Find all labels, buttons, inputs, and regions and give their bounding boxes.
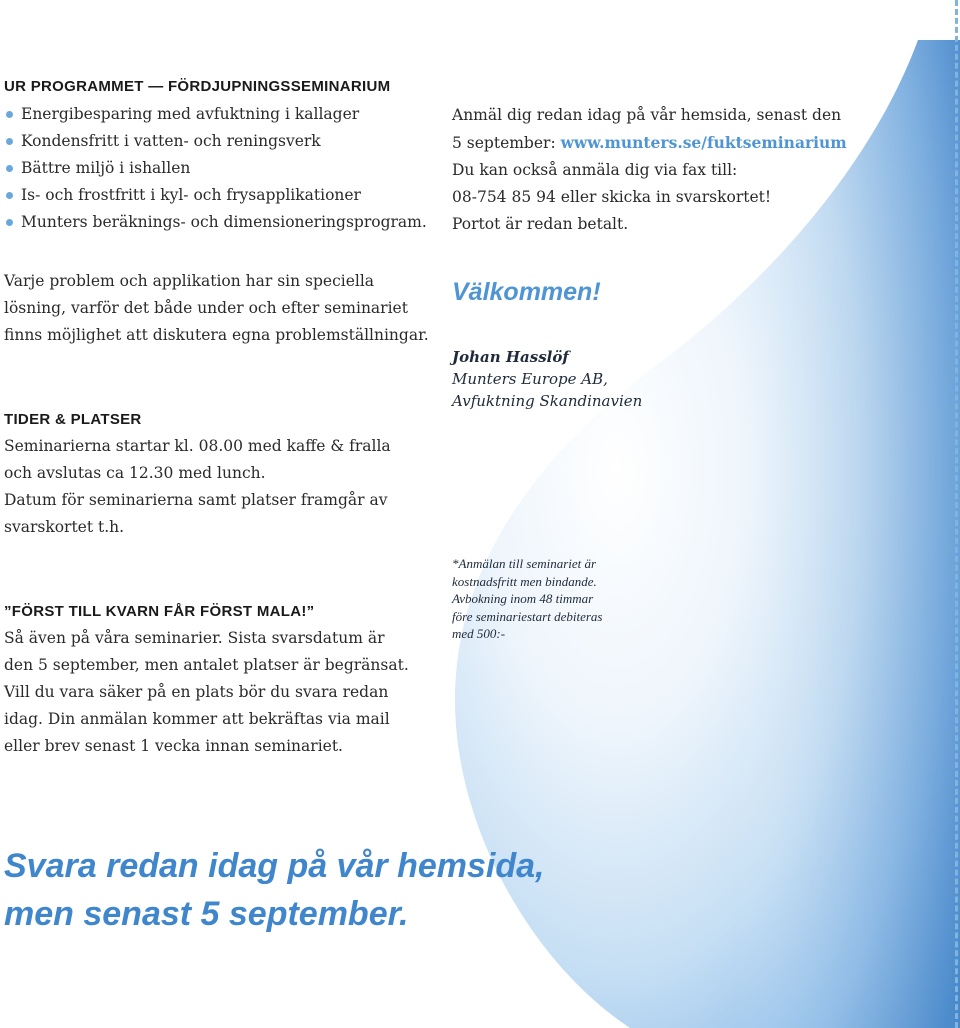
bullet-dot-icon — [6, 138, 13, 145]
registration-line: 08-754 85 94 eller skicka in svarskortet! — [452, 188, 772, 206]
website-link[interactable]: www.munters.se/fuktseminarium — [560, 133, 847, 152]
program-item-text: Munters beräknings- och dimensioneringsprogram. — [21, 213, 427, 231]
program-list-item — [4, 182, 427, 209]
tider-line: och avslutas ca 12.30 med lunch. — [4, 464, 266, 482]
program-item-text: Kondensfritt i vatten- och reningsverk — [21, 132, 321, 150]
note-line: med 500:- — [452, 626, 506, 641]
program-list — [4, 101, 427, 236]
forst-line: Vill du vara säker på en plats bör du svara redan — [4, 683, 389, 701]
forst-heading: ”FÖRST TILL KVARN FÅR FÖRST MALA!” — [4, 603, 315, 620]
call-to-action — [4, 842, 544, 938]
program-item-text: Energibesparing med avfuktning i kallager — [21, 105, 360, 123]
registration-date-text: 5 september: — [452, 134, 561, 152]
program-list-item — [4, 209, 427, 236]
welcome-heading: Välkommen! — [452, 278, 601, 306]
registration-line: Anmäl dig redan idag på vår hemsida, senast den — [452, 106, 842, 124]
problem-paragraph — [4, 268, 434, 349]
registration-block — [452, 102, 912, 238]
page-edge-dashed-border — [955, 0, 958, 1028]
program-item-text: Bättre miljö i ishallen — [21, 159, 191, 177]
signature-company: Munters Europe AB, — [452, 370, 608, 388]
program-item-text: Is- och frostfritt i kyl- och frysapplikationer — [21, 186, 361, 204]
forst-line: Så även på våra seminarier. Sista svarsdatum är — [4, 629, 385, 647]
bullet-dot-icon — [6, 165, 13, 172]
cta-line: Svara redan idag på vår hemsida, — [4, 847, 545, 885]
program-list-item — [4, 128, 427, 155]
tider-line: Seminarierna startar kl. 08.00 med kaffe & fralla — [4, 437, 391, 455]
program-list-item — [4, 155, 427, 182]
note-line: kostnadsfritt men bindande. — [452, 573, 597, 589]
forst-paragraph — [4, 625, 444, 760]
forst-line: eller brev senast 1 vecka innan seminariet. — [4, 737, 343, 755]
note-line: före seminariestart debiteras — [452, 608, 603, 624]
tider-paragraph — [4, 433, 434, 541]
registration-line — [452, 129, 912, 157]
booking-note — [452, 555, 602, 643]
registration-line: Du kan också anmäla dig via fax till: — [452, 161, 738, 179]
problem-line: lösning, varför det både under och efter seminariet — [4, 299, 408, 317]
note-line: *Anmälan till seminariet är — [452, 556, 597, 571]
forst-line: den 5 september, men antalet platser är begränsat. — [4, 656, 409, 674]
signature-block — [452, 346, 642, 412]
signature-name: Johan Hasslöf — [452, 348, 569, 366]
problem-line: Varje problem och applikation har sin speciella — [4, 272, 375, 290]
tider-heading: TIDER & PLATSER — [4, 411, 142, 428]
registration-line: Portot är redan betalt. — [452, 215, 629, 233]
note-line: Avbokning inom 48 timmar — [452, 591, 594, 606]
forst-line: idag. Din anmälan kommer att bekräftas via mail — [4, 710, 390, 728]
program-heading: UR PROGRAMMET — FÖRDJUPNINGSSEMINARIUM — [4, 78, 391, 95]
cta-line: men senast 5 september. — [4, 895, 409, 933]
bullet-dot-icon — [6, 219, 13, 226]
program-list-item — [4, 101, 427, 128]
tider-line: svarskortet t.h. — [4, 518, 125, 536]
bullet-dot-icon — [6, 111, 13, 118]
bullet-dot-icon — [6, 192, 13, 199]
problem-line: finns möjlighet att diskutera egna problemställningar. — [4, 326, 429, 344]
signature-division: Avfuktning Skandinavien — [452, 392, 643, 410]
tider-line: Datum för seminarierna samt platser framgår av — [4, 491, 388, 509]
